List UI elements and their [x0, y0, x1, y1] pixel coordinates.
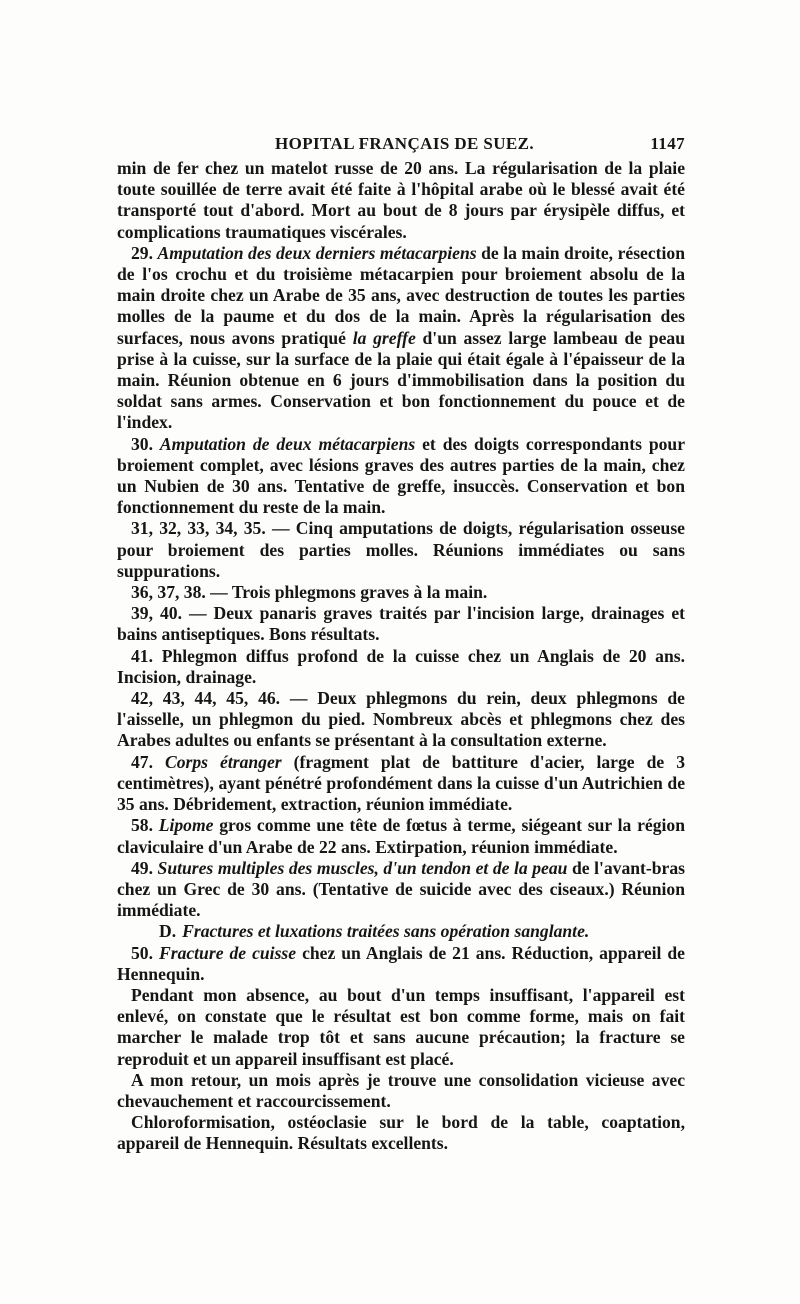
paragraph-text: d'un assez large lambeau de peau prise à la cuisse, sur la surface de la plaie qui était égale à l'épaisseur de la main. Réunion obtenue en 6 jours d'immobilisation dans la position du soldat sans armes. Conservation et bon fonctionnement du pouce et de l'index. [117, 327, 685, 433]
paragraph-text: Chloroformisation, ostéoclasie sur le bord de la table, coaptation, appareil de Hennequin. Résultats excellents. [117, 1112, 685, 1154]
italic-text: Sutures multiples des muscles, d'un tendon et de la peau [157, 857, 568, 878]
paragraph-p30 [117, 434, 685, 519]
paragraph-p47 [117, 752, 685, 816]
paragraph-p48 [117, 815, 685, 857]
paragraph-text: chez un Anglais de 21 ans. Réduction, appareil de Hennequin. [117, 942, 685, 984]
paragraph-p51 [117, 985, 685, 1070]
paragraph-p42 [117, 688, 685, 752]
running-title: HOPITAL FRANÇAIS DE SUEZ. [275, 134, 535, 153]
paragraph-text: A mon retour, un mois après je trouve une consolidation vicieuse avec chevauchement et raccourcissement. [117, 1069, 685, 1111]
paragraph-p31 [117, 518, 685, 582]
paragraph-p39 [117, 603, 685, 645]
italic-text: Lipome [158, 815, 214, 836]
section-title: Fractures et luxations traitées sans opération sanglante. [182, 921, 590, 942]
paragraph-p50 [117, 943, 685, 985]
paragraph-text: 47. [131, 751, 165, 772]
paragraph-text: Pendant mon absence, au bout d'un temps insuffisant, l'appareil est enlevé, on constate que le résultat est bon comme forme, mais on fait marcher le malade trop tôt et sans aucune précaution; la fracture se reproduit et un appareil insuffisant est placé. [117, 984, 685, 1069]
italic-text: Fracture de cuisse [158, 942, 297, 963]
paragraph-p49 [117, 858, 685, 922]
paragraph-p41 [117, 646, 685, 688]
paragraph-text: 30. [131, 433, 160, 454]
paragraph-text: min de fer chez un matelot russe de 20 ans. La régularisation de la plaie toute souillée de terre avait été faite à l'hôpital arabe où le blessé avait été transporté tout d'abord. Mort au bout de 8 jours par érysipèle diffus, et complications traumatiques viscérales. [117, 158, 685, 242]
section-heading [117, 921, 685, 942]
paragraph-text: 42, 43, 44, 45, 46. — Deux phlegmons du rein, deux phlegmons de l'aisselle, un phlegmon du pied. Nombreux abcès et phlegmons chez des Arabes adultes ou enfants se présentant à la consultation externe. [117, 688, 685, 751]
paragraph-text: 29. [131, 242, 158, 263]
running-head [117, 128, 685, 158]
body-text [117, 158, 685, 1155]
paragraphs-after [117, 943, 685, 1155]
paragraphs-before [117, 158, 685, 921]
paragraph-text: et des doigts correspondants pour broiement complet, avec lésions graves des autres parties de la main, chez un Nubien de 30 ans. Tentative de greffe, insuccès. Conservation et bon fonctionnement du reste de la main. [117, 433, 686, 518]
italic-text: Amputation de deux métacarpiens [159, 433, 416, 454]
paragraph-text: 41. Phlegmon diffus profond de la cuisse chez un Anglais de 20 ans. Incision, drainage. [117, 645, 685, 687]
paragraph-text: 36, 37, 38. — Trois phlegmons graves à la main. [131, 582, 488, 603]
paragraph-text: de l'avant-bras chez un Grec de 30 ans. (Tentative de suicide avec des ciseaux.) Réunion immédiate. [117, 857, 685, 921]
italic-text: Amputation des deux derniers métacarpiens [157, 242, 477, 263]
paragraph-p36 [117, 582, 685, 603]
paragraph-text: de la main droite, résection de l'os crochu et du troisième métacarpien pour broiement absolu de la main droite chez un Arabe de 35 ans, avec destruction de toutes les parties molles de la paume et du dos de la main. Après la régularisation des surfaces, nous avons pratiqué [117, 242, 685, 348]
paragraph-text: 50. [131, 942, 159, 963]
paragraph-text: (fragment plat de battiture d'acier, large de 3 centimètres), ayant pénétré profondément dans la cuisse d'un Autrichien de 35 ans. Débridement, extraction, réunion immédiate. [117, 751, 685, 815]
section-letter: D. [159, 921, 177, 942]
page-number: 1147 [650, 134, 685, 153]
paragraph-text: 39, 40. — Deux panaris graves traités par l'incision large, drainages et bains antiseptiques. Bons résultats. [117, 603, 685, 645]
italic-text: Corps étranger [165, 751, 282, 772]
paragraph-text: gros comme une tête de fœtus à terme, siégeant sur la région claviculaire d'un Arabe de 22 ans. Extirpation, réunion immédiate. [117, 815, 685, 857]
paragraph-text: 49. [131, 857, 158, 878]
paragraph-p53 [117, 1112, 685, 1154]
italic-text: la greffe [352, 327, 416, 348]
paragraph-text: 58. [131, 815, 159, 836]
paragraph-p29 [117, 243, 685, 434]
paragraph-p52 [117, 1070, 685, 1112]
paragraph-p_cont [117, 158, 685, 243]
paragraph-text: 31, 32, 33, 34, 35. — Cinq amputations de doigts, régularisation osseuse pour broiement des parties molles. Réunions immédiates ou sans suppurations. [117, 518, 685, 581]
